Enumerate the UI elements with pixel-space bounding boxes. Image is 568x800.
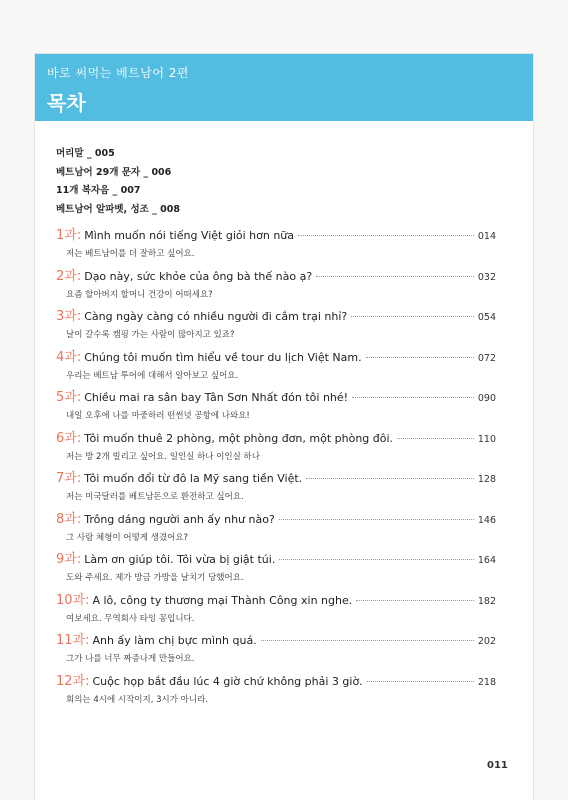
lesson-number: 9과: — [56, 552, 82, 567]
lesson-number: 12과: — [56, 673, 90, 689]
intro-item-29-letters[interactable]: 베트남어 29개 문자 _ 006 — [56, 166, 172, 178]
lesson-page: 182 — [477, 595, 496, 607]
lesson-title-ko: 여보세요. 무역회사 타잉 꽁입니다. — [66, 613, 195, 624]
lesson-number: 6과: — [56, 430, 82, 446]
lesson-page: 164 — [477, 555, 496, 566]
intro-item-alphabet-tones[interactable]: 베트남어 알파벳, 성조 _ 008 — [56, 203, 181, 215]
toc-header-band — [35, 54, 533, 121]
lesson-number: 2과: — [56, 268, 82, 284]
intro-item-11-consonants[interactable]: 11개 복자음 _ 007 — [56, 185, 141, 196]
page-title: 목차 — [47, 91, 86, 115]
lesson-title-ko: 그가 나를 너무 짜증나게 만들어요. — [66, 654, 195, 664]
lesson-title-vi: Tôi muốn thuê 2 phòng, một phòng đơn, một phòng đôi. — [84, 431, 394, 445]
lesson-number: 7과: — [56, 471, 82, 486]
lesson-title-vi: Cuộc họp bắt đầu lúc 4 giờ chứ không phải 3 giờ. — [92, 674, 363, 688]
dot-leader — [351, 316, 474, 317]
lesson-number: 10과: — [56, 592, 90, 608]
lesson-title-vi: Chiều mai ra sân bay Tân Sơn Nhất đón tôi nhé! — [84, 391, 349, 404]
lesson-number: 5과: — [56, 390, 82, 405]
lesson-title-ko: 우리는 베트남 투어에 대해서 알아보고 싶어요. — [66, 370, 239, 381]
lesson-page: 218 — [477, 676, 496, 688]
lesson-page: 090 — [477, 393, 496, 404]
lesson-number: 1과: — [56, 228, 82, 243]
lesson-title-ko: 내일 오후에 나를 마중하러 떤썬녓 공항에 나와요! — [66, 411, 250, 421]
toc-entry-lesson-3[interactable] — [56, 307, 496, 348]
lesson-page: 128 — [477, 474, 496, 485]
lesson-page: 054 — [477, 312, 496, 323]
series-title: 바로 써먹는 베트남어 2편 — [47, 66, 189, 80]
dot-leader — [397, 438, 474, 439]
dot-leader — [367, 681, 474, 682]
dot-leader — [366, 357, 474, 358]
lesson-list — [56, 226, 496, 712]
lesson-title-vi: Mình muốn nói tiếng Việt giỏi hơn nữa — [84, 229, 295, 242]
dot-leader — [279, 519, 474, 520]
lesson-title-ko: 도와 주세요. 제가 방금 가방을 날치기 당했어요. — [66, 573, 244, 583]
toc-entry-lesson-8[interactable] — [56, 510, 496, 551]
toc-entry-lesson-1[interactable] — [56, 226, 496, 267]
dot-leader — [298, 235, 474, 236]
lesson-title-ko: 요즘 할아버지 할머니 건강이 어떠세요? — [66, 289, 213, 300]
toc-entry-lesson-5[interactable] — [56, 388, 496, 429]
dot-leader — [279, 559, 474, 560]
lesson-title-vi: Anh ấy làm chị bực mình quá. — [92, 634, 257, 647]
toc-entry-lesson-11[interactable] — [56, 631, 496, 672]
toc-entry-lesson-7[interactable] — [56, 469, 496, 510]
lesson-title-vi: Làm ơn giúp tôi. Tôi vừa bị giật túi. — [84, 553, 276, 566]
intro-list — [56, 145, 180, 219]
lesson-page: 202 — [477, 636, 496, 647]
lesson-title-ko: 회의는 4시에 시작이지, 3시가 아니라. — [66, 694, 208, 705]
dot-leader — [352, 397, 474, 398]
toc-entry-lesson-12[interactable] — [56, 672, 496, 713]
lesson-title-ko: 날이 갈수록 캠핑 가는 사람이 많아지고 있죠? — [66, 330, 235, 340]
lesson-page: 072 — [477, 352, 496, 364]
toc-entry-lesson-4[interactable] — [56, 348, 496, 389]
lesson-page: 032 — [477, 271, 496, 283]
lesson-title-ko: 저는 방 2개 빌리고 싶어요. 일인실 하나 이인실 하나 — [66, 451, 260, 462]
lesson-title-ko: 그 사람 체형이 어떻게 생겼어요? — [66, 532, 189, 543]
lesson-number: 11과: — [56, 633, 90, 648]
lesson-number: 3과: — [56, 309, 82, 324]
lesson-page: 146 — [477, 514, 496, 526]
lesson-title-ko: 저는 미국달러를 베트남돈으로 환전하고 싶어요. — [66, 492, 244, 502]
lesson-page: 014 — [477, 231, 496, 242]
lesson-title-vi: A lô, công ty thương mại Thành Công xin nghe. — [92, 593, 353, 607]
lesson-number: 4과: — [56, 349, 82, 365]
dot-leader — [356, 600, 474, 601]
toc-entry-lesson-10[interactable] — [56, 591, 496, 632]
lesson-title-ko: 저는 베트남어를 더 잘하고 싶어요. — [66, 249, 195, 259]
page-number: 011 — [487, 760, 508, 771]
intro-item-preface[interactable]: 머리말 _ 005 — [56, 148, 115, 159]
toc-entry-lesson-2[interactable] — [56, 267, 496, 308]
dot-leader — [316, 276, 474, 277]
lesson-title-vi: Trông dáng người anh ấy như nào? — [84, 512, 275, 526]
lesson-title-vi: Chúng tôi muốn tìm hiểu về tour du lịch Việt Nam. — [84, 350, 362, 364]
lesson-page: 110 — [477, 433, 496, 445]
lesson-number: 8과: — [56, 511, 82, 527]
dot-leader — [261, 640, 474, 641]
lesson-title-vi: Tôi muốn đổi từ đô la Mỹ sang tiền Việt. — [84, 472, 303, 485]
toc-entry-lesson-9[interactable] — [56, 550, 496, 591]
lesson-title-vi: Dạo này, sức khỏe của ông bà thế nào ạ? — [84, 269, 313, 283]
lesson-title-vi: Càng ngày càng có nhiều người đi cắm trại nhỉ? — [84, 310, 348, 323]
dot-leader — [306, 478, 474, 479]
toc-entry-lesson-6[interactable] — [56, 429, 496, 470]
